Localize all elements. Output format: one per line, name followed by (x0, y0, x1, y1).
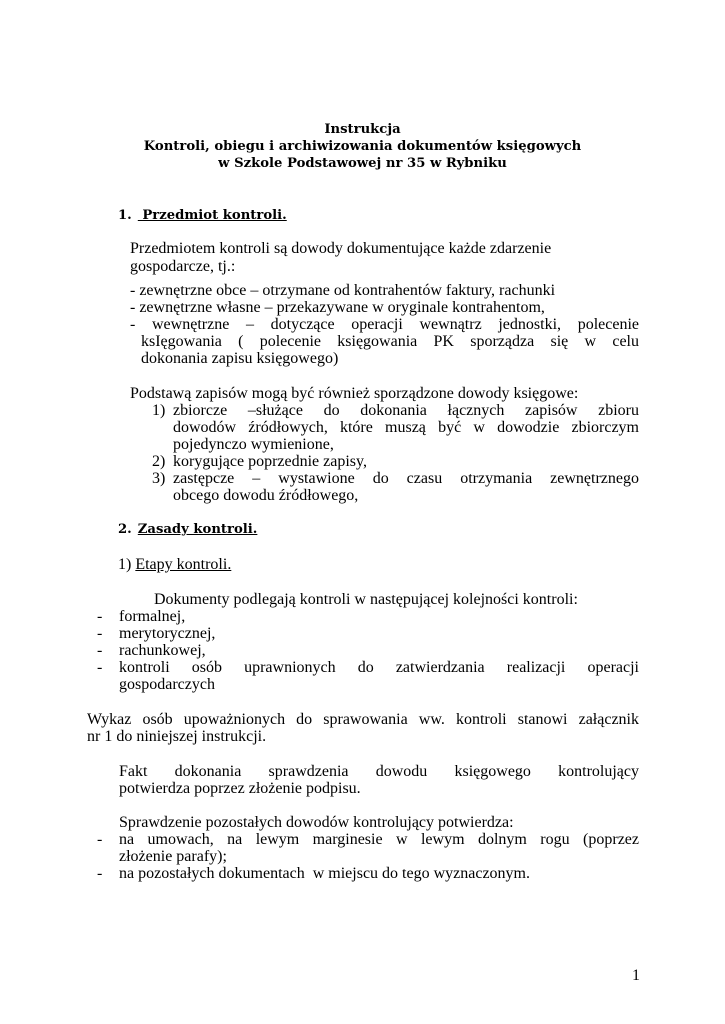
section-1-intro-line: Przedmiotem kontroli są dowody dokumentujące każde zdarzenie (130, 240, 552, 257)
bullet-dash: - (97, 659, 103, 676)
list-item: - zewnętrzne własne – przekazywane w oryginale kontrahentom, (130, 299, 545, 316)
sprawdzenie-paragraph: Sprawdzenie pozostałych dowodów kontrolujący potwierdza: (119, 814, 514, 831)
list-item-continuation: złożenie parafy); (119, 848, 227, 865)
list-item: rachunkowej, (119, 642, 206, 659)
subsection-heading (118, 556, 231, 574)
list-item: merytorycznej, (119, 625, 216, 642)
numbered-item-line: obcego dowodu źródłowego, (173, 487, 359, 504)
section-2-intro: Dokumenty podlegają kontroli w następującej kolejności kontroli: (154, 591, 578, 608)
bullet-dash: - (97, 625, 103, 642)
bullet-dash: - (97, 608, 103, 625)
list-item: - wewnętrzne – dotyczące operacji wewnątrz jednostki, polecenie (130, 316, 639, 333)
list-item: na umowach, na lewym marginesie w lewym dolnym rogu (poprzez (119, 831, 639, 848)
subsection-title: Etapy kontroli. (135, 556, 232, 573)
page-number: 1 (632, 967, 640, 984)
section-1-intro-line: gospodarcze, tj.: (130, 258, 236, 275)
numbered-item-number: 2) (152, 453, 166, 470)
numbered-item-line: pojedynczo wymienione, (173, 436, 334, 453)
doc-title: Instrukcja (324, 122, 401, 137)
list-item-continuation: dokonania zapisu księgowego) (141, 350, 339, 367)
section-2-number: 2. (118, 522, 132, 537)
list-item-continuation: ksIęgowania ( polecenie księgowania PK sporządza się w celu (141, 333, 639, 350)
subsection-number: 1) (118, 556, 132, 573)
numbered-item-number: 3) (152, 470, 166, 487)
section-1-number: 1. (118, 208, 132, 223)
list-item: formalnej, (119, 608, 186, 625)
section-1-title: Przedmiot kontroli. (137, 208, 287, 223)
section-2-heading (118, 521, 257, 539)
section-2-title: Zasady kontroli. (137, 522, 258, 537)
numbered-item-line: zastępcze – wystawione do czasu otrzymania zewnętrznego (173, 470, 639, 487)
bullet-dash: - (97, 865, 103, 882)
fakt-paragraph-line: Fakt dokonania sprawdzenia dowodu księgowego kontrolujący (119, 763, 639, 780)
wykaz-paragraph-line: nr 1 do niniejszej instrukcji. (87, 728, 267, 745)
wykaz-paragraph-line: Wykaz osób upoważnionych do sprawowania ww. kontroli stanowi załącznik (87, 711, 639, 728)
section-1-heading (118, 207, 287, 225)
section-1-paragraph: Podstawą zapisów mogą być również sporządzone dowody księgowe: (130, 385, 579, 402)
numbered-item-line: zbiorcze –służące do dokonania łącznych zapisów zbioru (173, 402, 639, 419)
bullet-dash: - (97, 831, 103, 848)
numbered-item-number: 1) (152, 402, 166, 419)
list-item: na pozostałych dokumentach w miejscu do tego wyznaczonym. (119, 865, 530, 882)
numbered-item-line: dowodów źródłowych, które muszą być w dowodzie zbiorczym (173, 419, 639, 436)
list-item-continuation: gospodarczych (119, 676, 215, 693)
fakt-paragraph-line: potwierdza poprzez złożenie podpisu. (119, 780, 361, 797)
doc-subtitle-school: w Szkole Podstawowej nr 35 w Rybniku (218, 156, 507, 171)
list-item: kontroli osób uprawnionych do zatwierdzania realizacji operacji (119, 659, 639, 676)
list-item: - zewnętrzne obce – otrzymane od kontrahentów faktury, rachunki (130, 282, 556, 299)
bullet-dash: - (97, 642, 103, 659)
numbered-item-line: korygujące poprzednie zapisy, (173, 453, 367, 470)
doc-subtitle: Kontroli, obiegu i archiwizowania dokumentów księgowych (143, 139, 582, 154)
